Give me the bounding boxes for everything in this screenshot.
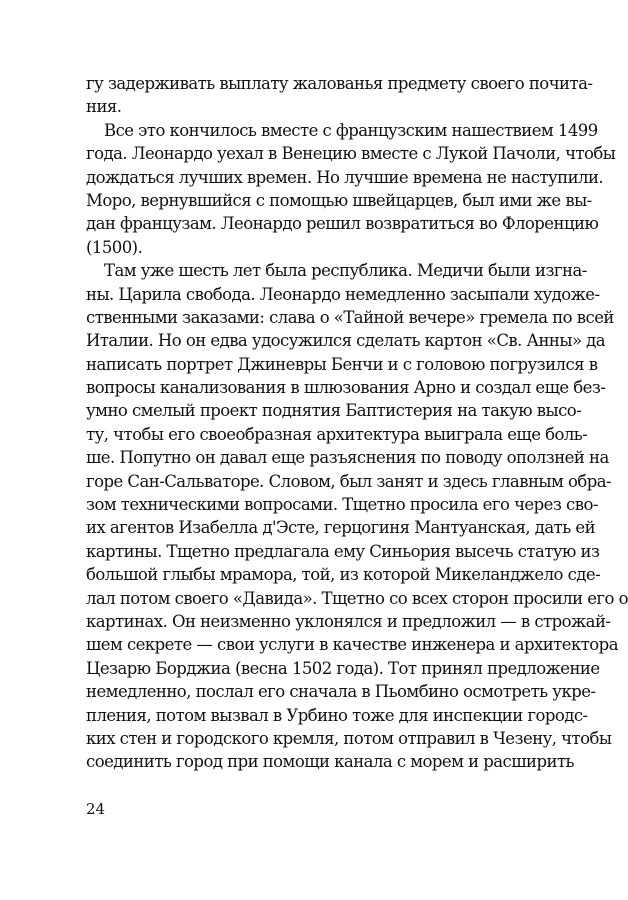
- text-line: вопросы канализования в шлюзования Арно и создал еще без-: [86, 378, 606, 398]
- text-line: ких стен и городского кремля, потом отправил в Чезену, чтобы: [86, 728, 612, 748]
- text-line: зом техническими вопросами. Тщетно просила его через сво-: [86, 495, 598, 515]
- text-line: картины. Тщетно предлагала ему Синьория высечь статую из: [86, 541, 600, 561]
- text-line: горе Сан-Сальваторе. Словом, был занят и здесь главным обра-: [86, 471, 612, 491]
- text-line: немедленно, послал его сначала в Пьомбино осмотреть укре-: [86, 682, 596, 702]
- text-line: шем секрете — свои услуги в качестве инженера и архитектора: [86, 635, 618, 655]
- text-line: (1500).: [86, 237, 143, 257]
- text-line: года. Леонардо уехал в Венецию вместе с Лукой Пачоли, чтобы: [86, 144, 616, 164]
- text-line: соединить город при помощи канала с морем и расширить: [86, 752, 574, 772]
- text-line: ственными заказами: слава о «Тайной вечере» гремела по всей: [86, 307, 614, 327]
- text-line: написать портрет Джиневры Бенчи и с головою погрузился в: [86, 354, 598, 374]
- text-line: умно смелый проект поднятия Баптистерия на такую высо-: [86, 401, 582, 421]
- paragraph: [86, 259, 628, 774]
- text-line: дан французам. Леонардо решил возвратиться во Флоренцию: [86, 214, 599, 234]
- text-line: ту, чтобы его своеобразная архитектура выиграла еще боль-: [86, 424, 588, 444]
- text-line: Цезарю Борджиа (весна 1502 года). Тот принял предложение: [86, 658, 600, 678]
- text-line: дождаться лучших времен. Но лучшие времена не наступили.: [86, 167, 604, 187]
- text-line: ны. Царила свобода. Леонардо немедленно засыпали художе-: [86, 284, 600, 304]
- text-line: Италии. Но он едва удосужился сделать картон «Св. Анны» да: [86, 331, 606, 351]
- paragraph: [86, 72, 593, 119]
- page-number: 24: [86, 800, 106, 818]
- text-line: большой глыбы мрамора, той, из которой Микеланджело сде-: [86, 565, 601, 585]
- text-line: их агентов Изабелла д'Эсте, герцогиня Мантуанская, дать ей: [86, 518, 596, 538]
- text-line: пления, потом вызвал в Урбино тоже для инспекции городс-: [86, 705, 588, 725]
- text-line: картинах. Он неизменно уклонялся и предложил — в строжай-: [86, 611, 611, 631]
- text-line: ния.: [86, 97, 122, 117]
- text-line: Моро, вернувшийся с помощью швейцарцев, был ими же вы-: [86, 190, 592, 210]
- text-line: ше. Попутно он давал еще разъяснения по поводу оползней на: [86, 448, 609, 468]
- text-line: Там уже шесть лет была республика. Медичи были изгна-: [104, 261, 587, 281]
- paragraph: [86, 119, 616, 259]
- text-line: Все это кончилось вместе с французским нашествием 1499: [104, 120, 598, 140]
- body-text: [86, 72, 628, 774]
- text-line: лал потом своего «Давида». Тщетно со всех сторон просили его о: [86, 588, 628, 608]
- text-line: гу задерживать выплату жалованья предмету своего почита-: [86, 74, 593, 93]
